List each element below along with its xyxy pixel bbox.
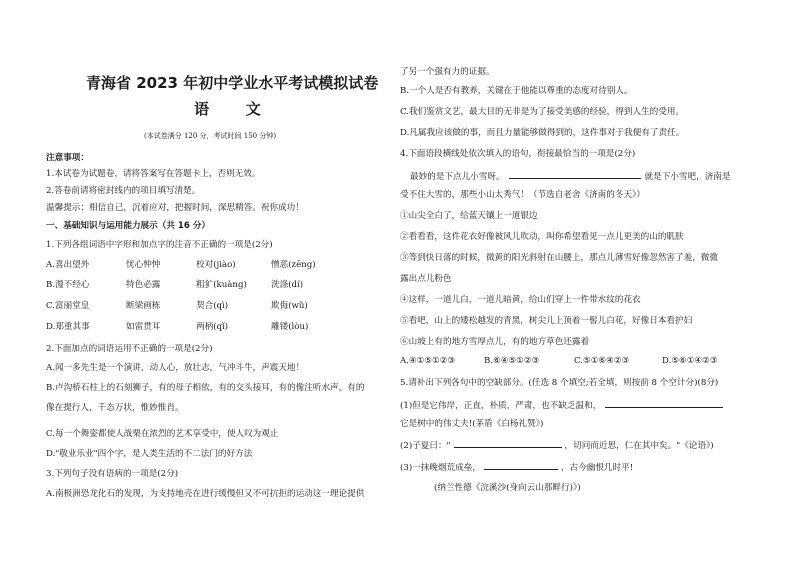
- passage-text: 就是下小雪吧，济南是: [644, 172, 731, 182]
- notice-item: 1.本试卷为试题卷，请将答案写在答题卡上，否则无效。: [46, 169, 261, 179]
- option-cell: 断梁画栋: [126, 301, 161, 311]
- option-cell: 粗犷(kuàng): [196, 280, 247, 290]
- exam-note: (本试卷满分 120 分，考试时间 150 分钟): [144, 132, 277, 140]
- section-heading: 一、基础知识与运用能力展示（共 16 分）: [46, 221, 211, 231]
- option-cell: D.郑重其事: [46, 322, 90, 332]
- question-4-item: ②看看看，这件花衣好像被风儿吹动，叫你希望看见一点儿更美的山的肌肤: [400, 232, 684, 242]
- question-4-item: ⑤看吧，山上的矮松越发的青黑，树尖儿上顶着一髻儿白花，好像日本看护妇: [400, 316, 693, 326]
- option-cell: B.漫不经心: [46, 280, 90, 290]
- question-5-line-1-cont: 它是树中的伟丈夫!(茅盾《白杨礼赞》): [400, 419, 544, 429]
- question-3-option-d: D.凡属我应该做的事，而且力量能够做得到的，这件事对于我便有了责任。: [400, 128, 685, 138]
- passage-text: 最妙的是下点儿小雪呀。: [410, 172, 505, 182]
- question-1-stem: 1.下列各组词语中字形和加点字的注音不正确的一项是(2分): [46, 240, 273, 250]
- question-2-stem: 2.下面加点的词语运用不正确的一项是(2分): [46, 344, 213, 354]
- question-4-options: [400, 356, 772, 370]
- question-5-line-1: [400, 398, 723, 412]
- option-cell: 憎恶(zēng): [271, 260, 316, 270]
- question-4-stem: 4.下面语段横线处依次填入的语句，衔接最恰当的一项是(2分): [400, 149, 636, 159]
- question-5-source: (纳兰性德《浣溪沙(身向云山那畔行)》): [434, 483, 581, 493]
- notice-item: 2.答卷前请将密封线内的项目填写清楚。: [46, 186, 201, 196]
- fill-text: (3)一抹晚烟荒成垒，: [400, 463, 481, 473]
- question-4-passage-cont: 受不住大雪的，那些小山太秀气！（节选自老舍《济南的冬天》）: [400, 190, 645, 200]
- option-cell: 两柄(qǐ): [196, 322, 229, 332]
- question-4-item: ④这样，一道儿白，一道儿暗黄，给山们穿上一件带水纹的花衣: [400, 295, 641, 305]
- choice-option: C.⑤①⑥④②③: [574, 356, 630, 366]
- subject-char-2: 文: [245, 100, 261, 118]
- subject-char-1: 语: [194, 100, 210, 118]
- question-5-line-2: [400, 438, 714, 452]
- question-3-stem: 3.下列句子没有语病的一项是(2分): [46, 469, 179, 479]
- notices-heading: 注意事项：: [46, 153, 89, 163]
- question-4-item: ⑥山坡上有的地方雪厚点儿，有的地方草色还露着: [400, 337, 590, 347]
- question-1-options: [46, 258, 398, 338]
- question-2-line: D."敬业乐业"四个字，是人类生活的不二法门的好方法: [46, 449, 253, 459]
- option-cell: 如雷贯耳: [126, 322, 161, 332]
- choice-option: D.⑤⑥①④②③: [662, 356, 718, 366]
- choice-option: A.④①⑤①②③: [400, 356, 456, 366]
- choice-option: B.⑥④⑤①②③: [484, 356, 540, 366]
- exam-title: 青海省 2023 年初中学业水平考试模拟试卷: [86, 74, 379, 92]
- option-cell: 雕镂(lòu): [271, 322, 309, 332]
- fill-text: (2)子夏曰：": [400, 441, 451, 451]
- question-2-line: A.闻一多先生是一个演讲，动人心，放壮志，气冲斗牛，声震天地！: [46, 363, 305, 373]
- question-4-item: 露出点儿粉色: [400, 274, 452, 284]
- question-2-line: C.每一个舞姿都使人战栗在浓烈的艺术享受中，使人叹为观止: [46, 429, 279, 439]
- option-cell: 校对(jiào): [196, 260, 236, 270]
- option-cell: 契合(qì): [196, 301, 229, 311]
- question-4-passage: [410, 169, 731, 183]
- question-5-line-3: [400, 460, 633, 474]
- fill-text: ，古今幽恨几时平!: [560, 463, 634, 473]
- answer-blank[interactable]: [605, 398, 723, 408]
- question-5-stem: 5.请补出下列各句中的空缺部分。(任选 8 个填空;若全填，则按前 8 个空计分)(8分): [400, 378, 719, 388]
- option-cell: 洗涤(dí): [271, 280, 304, 290]
- option-cell: C.富丽堂皇: [46, 301, 90, 311]
- question-4-item: ③等到快日落的时候，微黄的阳光斜射在山腰上，那点儿薄雪好像忽然害了羞，微微: [400, 253, 718, 263]
- question-3-option-a: A.南极洲恐龙化石的发现，为支持地壳在进行缓慢但又不可抗拒的运动这一理论提供: [46, 489, 365, 499]
- question-3-option-a-cont: 了另一个强有力的证据。: [400, 67, 495, 77]
- question-2-line: B.卢沟桥石柱上的石刻狮子，有的母子相依，有的交头接耳，有的像注听水声，有的: [46, 383, 365, 393]
- question-2-line: 像在提行人，千态万状，惟妙惟肖。: [46, 403, 184, 413]
- warm-tip: 温馨提示：相信自己，沉着应对，把握时间，深思精答。祝你成功！: [46, 203, 304, 213]
- question-3-option-c: C.我们鉴赏文艺，最大目的无非是为了接受美感的经验，得到人生的受用。: [400, 107, 685, 117]
- question-3-option-b: B.一个人是否有教养，关键在于他能以尊重的态度对待别人。: [400, 86, 633, 96]
- option-cell: A.喜出望外: [46, 260, 90, 270]
- answer-blank[interactable]: [509, 169, 641, 179]
- option-cell: 欺侮(wǔ): [271, 301, 308, 311]
- option-cell: 特色必露: [126, 280, 161, 290]
- answer-blank[interactable]: [454, 438, 562, 448]
- question-4-item: ①山尖全白了，给蓝天镶上一道银边: [400, 211, 538, 221]
- subject-title: [194, 100, 261, 118]
- fill-text: ，切问而近思，仁在其中矣。"《论语》): [564, 441, 714, 451]
- answer-blank[interactable]: [484, 460, 558, 470]
- fill-text: (1)但是它伟岸，正直，朴质，严肃，也不缺乏温和，: [400, 401, 602, 411]
- option-cell: 忧心忡忡: [126, 260, 161, 270]
